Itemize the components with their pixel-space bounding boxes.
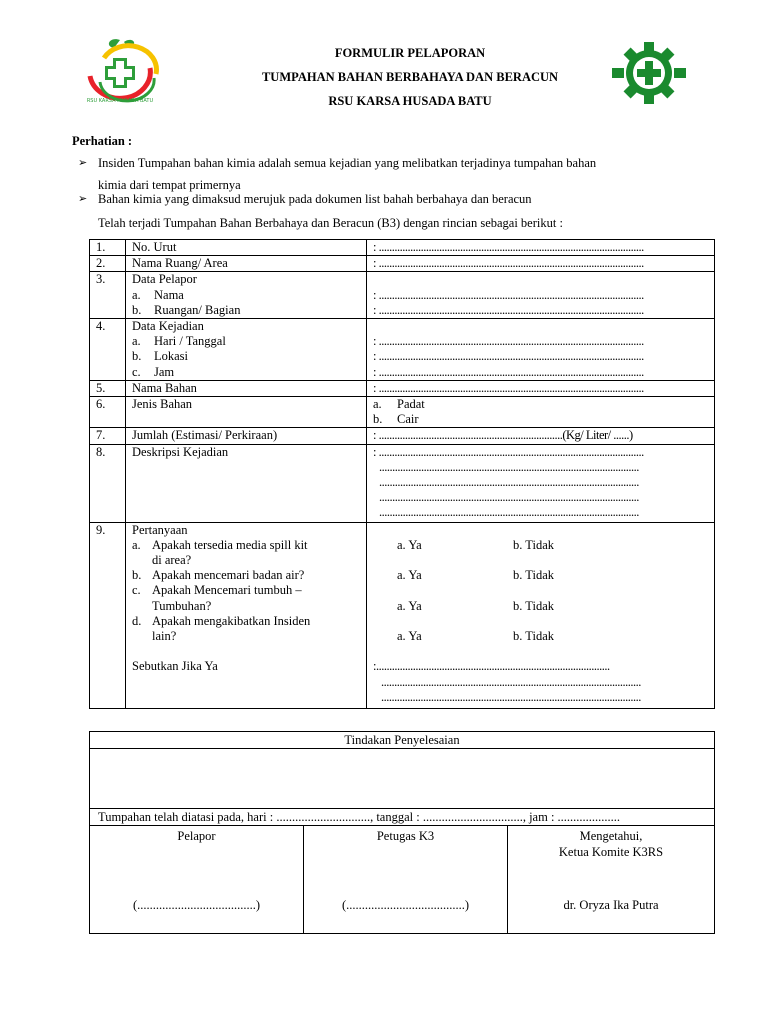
signature-pelapor[interactable]: Pelapor (......................................): [90, 826, 304, 934]
answer-tumbuhan: [373, 599, 708, 614]
completion-table: [89, 731, 715, 934]
form-subtitle: TUMPAHAN BAHAN BERBAHAYA DAN BERACUN: [261, 70, 559, 84]
lokasi-field[interactable]: : .....................................................................................................: [373, 349, 644, 364]
hospital-name: RSU KARSA HUSADA BATU: [328, 94, 492, 108]
option-tidak[interactable]: b. Tidak: [513, 568, 554, 583]
notes-title: Perhatian :: [72, 134, 133, 148]
option-cair[interactable]: b. Cair: [373, 412, 419, 427]
table-row: 3. Data Pelapor a. Nama b. Ruangan/ Bagian : ..................................................................................................... : .....................................................................................................: [90, 272, 715, 319]
table-row: 7. Jumlah (Estimasi/ Perkiraan) : ......................................................................(Kg/ Liter/ ......): [90, 428, 715, 444]
option-tidak[interactable]: b. Tidak: [513, 629, 554, 644]
answer-spill-kit: [373, 538, 708, 553]
table-row: 5. Nama Bahan : .....................................................................................................: [90, 380, 715, 396]
jumlah-field[interactable]: : ......................................................................(Kg/ Liter/ ......): [367, 428, 715, 444]
nama-bahan-field[interactable]: : .....................................................................................................: [367, 380, 715, 396]
no-urut-field[interactable]: : .....................................................................................................: [367, 240, 715, 256]
table-row: 8. Deskripsi Kejadian : ..................................................................................................... ................................................................................................... ................................................................................................... ................................................................................................... ...................................................................................................: [90, 444, 715, 522]
option-ya[interactable]: a. Ya: [397, 537, 422, 552]
form-title: FORMULIR PELAPORAN: [334, 46, 486, 60]
signature-petugas-k3[interactable]: Petugas K3 (......................................): [304, 826, 508, 934]
answer-badan-air: [373, 568, 708, 583]
logo-text: RSU KARSA HUSADA BATU: [86, 98, 154, 104]
option-padat[interactable]: a. Padat: [373, 397, 425, 412]
completion-notes-area[interactable]: [90, 749, 715, 809]
sebutkan-field[interactable]: :.........................................................................................: [373, 659, 610, 674]
completion-title: Tindakan Penyelesaian: [90, 732, 715, 749]
tanggal-field[interactable]: : .....................................................................................................: [373, 334, 644, 349]
table-row: 6. Jenis Bahan a. Padat b. Cair: [90, 397, 715, 428]
hospital-logo: [80, 38, 162, 106]
k3-gear-cross-logo: [612, 42, 686, 104]
incident-form-table: [89, 239, 715, 709]
option-ya[interactable]: a. Ya: [397, 568, 422, 583]
jam-field[interactable]: : .....................................................................................................: [373, 364, 644, 379]
ruangan-field[interactable]: : .....................................................................................................: [373, 302, 644, 317]
table-row: 9. Pertanyaan a. Apakah tersedia media spill kit di area? b. Apakah mencemari badan air? c. Apakah Mencemari tumbuh – Tumbuhan? d. Apakah mengakibatkan Insiden lain? Sebutkan Jika Ya a. Ya b. Tidak a. Ya b. Tidak a. Ya b. Tidak a. Ya b. Tidak :......................................................................................... ................................................................................................... ...................................................................................................: [90, 522, 715, 708]
deskripsi-field[interactable]: : ..................................................................................................... ................................................................................................... ................................................................................................... ................................................................................................... ...................................................................................................: [367, 444, 715, 522]
nama-pelapor-field[interactable]: : .....................................................................................................: [373, 287, 644, 302]
option-tidak[interactable]: b. Tidak: [513, 537, 554, 552]
table-row: 4. Data Kejadian a. Hari / Tanggal b. Lokasi c. Jam : ..................................................................................................... : ..................................................................................................... : .....................................................................................................: [90, 319, 715, 381]
table-row: 1. No. Urut : .....................................................................................................: [90, 240, 715, 256]
arrow-bullet-icon: ➢: [78, 156, 88, 169]
signature-ketua-komite[interactable]: Mengetahui, Ketua Komite K3RS dr. Oryza Ika Putra: [508, 826, 715, 934]
completion-date-line[interactable]: Tumpahan telah diatasi pada, hari : .............................., tanggal : ................................, jam : ....................: [90, 809, 715, 826]
intro-text: Telah terjadi Tumpahan Bahan Berbahaya dan Beracun (B3) dengan rincian sebagai berikut :: [98, 216, 563, 230]
option-ya[interactable]: a. Ya: [397, 629, 422, 644]
arrow-bullet-icon: ➢: [78, 192, 88, 205]
nama-ruang-field[interactable]: : .....................................................................................................: [367, 256, 715, 272]
answer-insiden-lain: [373, 629, 708, 644]
option-ya[interactable]: a. Ya: [397, 598, 422, 613]
option-tidak[interactable]: b. Tidak: [513, 598, 554, 613]
table-row: 2. Nama Ruang/ Area : .....................................................................................................: [90, 256, 715, 272]
